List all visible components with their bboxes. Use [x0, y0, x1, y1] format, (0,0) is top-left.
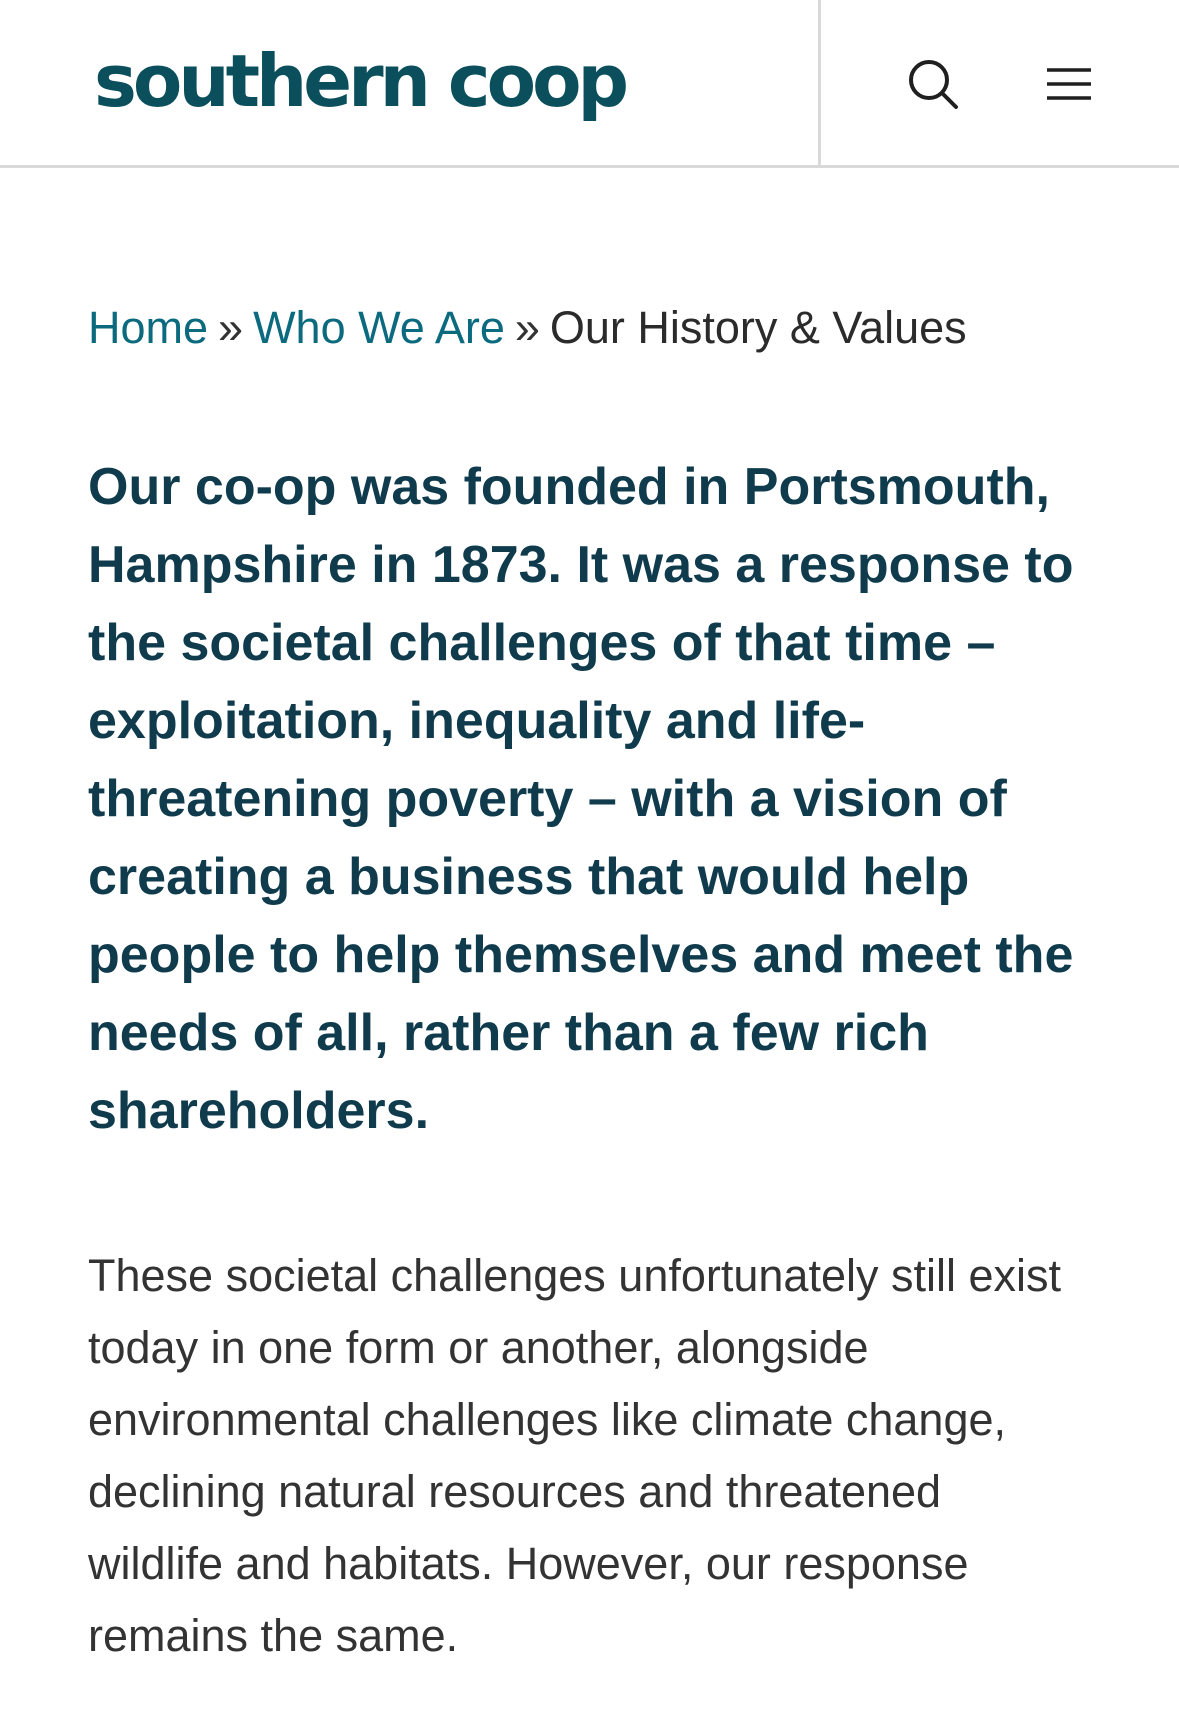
breadcrumb-current-page: Our History & Values: [549, 302, 967, 353]
breadcrumb: [88, 290, 1088, 366]
body-paragraph: These societal challenges unfortunately still exist today in one form or another, alongside environmental challenges like climate change, declining natural resources and threatened wildlife and habitats. However, our response remains the same.: [88, 1250, 1062, 1661]
breadcrumb-separator: »: [218, 302, 244, 353]
header-divider: [818, 0, 821, 165]
breadcrumb-separator: »: [514, 302, 540, 353]
intro-lead-paragraph: Our co-op was founded in Portsmouth, Hampshire in 1873. It was a response to the societal challenges of that time – exploitation, inequality and life-threatening poverty – with a vision of creating a business that would help people to help themselves and meet the needs of all, rather than a few rich shareholders.: [88, 458, 1074, 1140]
southern-coop-logo[interactable]: [94, 36, 625, 126]
hamburger-menu-icon: [1045, 64, 1093, 104]
search-button[interactable]: [893, 44, 973, 124]
main-content: [88, 290, 1088, 1672]
search-icon: [905, 56, 961, 112]
breadcrumb-who-we-are-link[interactable]: Who We Are: [253, 302, 505, 353]
menu-button[interactable]: [1029, 44, 1109, 124]
logo-text: southern coop: [94, 39, 626, 123]
breadcrumb-home-link[interactable]: Home: [88, 302, 209, 353]
site-header: [0, 0, 1179, 168]
